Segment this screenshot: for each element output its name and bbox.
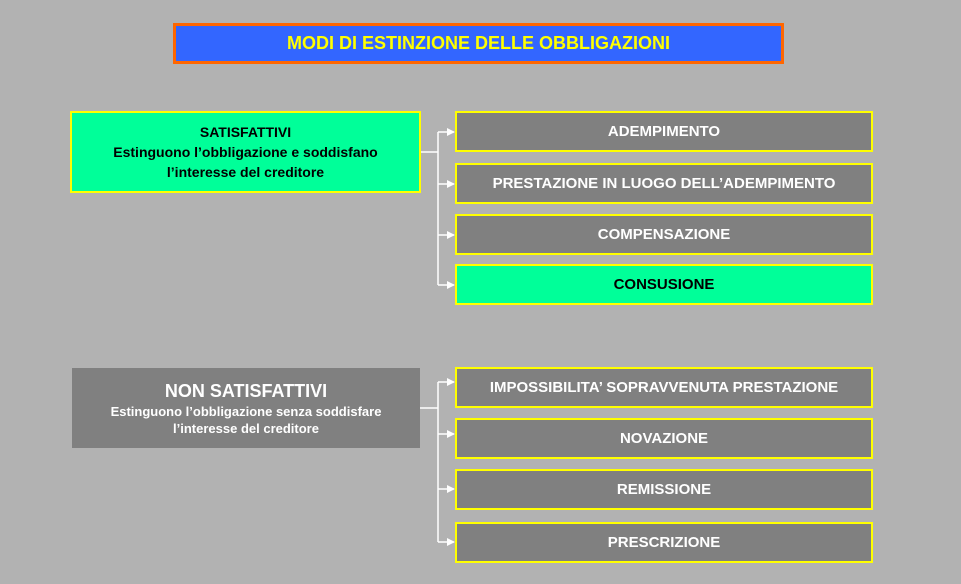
item-label: NOVAZIONE (619, 430, 709, 447)
item-label: PRESCRIZIONE (607, 534, 721, 551)
group-description-line1: Estinguono l’obbligazione e soddisfano (113, 144, 378, 160)
item-label: CONSUSIONE (613, 276, 715, 293)
item-label: IMPOSSIBILITA’ SOPRAVVENUTA PRESTAZIONE (489, 379, 839, 396)
item-label: REMISSIONE (616, 481, 712, 498)
item-label: COMPENSAZIONE (597, 226, 731, 243)
group-name: SATISFATTIVI (199, 124, 292, 140)
diagram-title-text: MODI DI ESTINZIONE DELLE OBBLIGAZIONI (286, 33, 670, 53)
group-description-line1: Estinguono l’obbligazione senza soddisfare (110, 404, 382, 419)
group-description-line2: l’interesse del creditore (173, 421, 319, 436)
group-description-line2: l’interesse del creditore (166, 164, 325, 180)
item-label: PRESTAZIONE IN LUOGO DELL’ADEMPIMENTO (492, 175, 836, 192)
group-name: NON SATISFATTIVI (164, 381, 328, 401)
item-label: ADEMPIMENTO (607, 123, 721, 140)
